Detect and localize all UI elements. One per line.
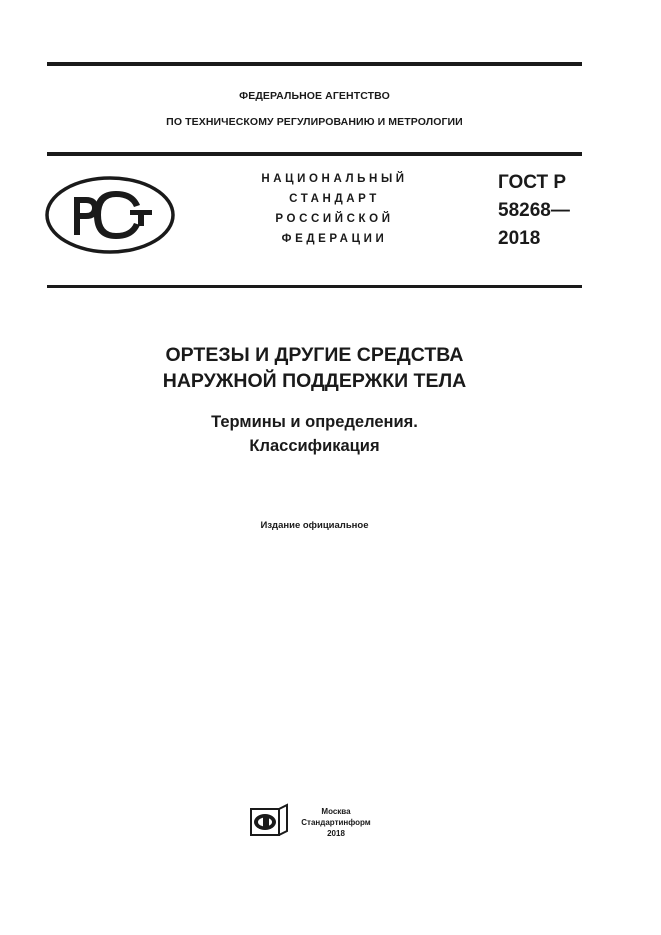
document-subtitle-line-2: Классификация	[249, 437, 380, 455]
agency-line-1: ФЕДЕРАЛЬНОЕ АГЕНТСТВО	[239, 90, 390, 102]
national-line-1: НАЦИОНАЛЬНЫЙ	[261, 173, 408, 185]
national-line-3: РОССИЙСКОЙ	[275, 213, 394, 225]
agency-line-2: ПО ТЕХНИЧЕСКОМУ РЕГУЛИРОВАНИЮ И МЕТРОЛОГИИ	[166, 116, 463, 128]
standartinform-logo-icon	[249, 803, 289, 839]
national-line-4: ФЕДЕРАЦИИ	[281, 233, 388, 245]
document-title-line-2: НАРУЖНОЙ ПОДДЕРЖКИ ТЕЛА	[162, 370, 467, 392]
standard-code-line-3: 2018	[498, 228, 541, 249]
document-subtitle-line-1: Термины и определения.	[211, 413, 418, 431]
publisher-name: Стандартинформ	[301, 818, 371, 827]
header-rule	[47, 152, 582, 156]
gost-r-mark-icon	[44, 175, 176, 255]
national-line-2: СТАНДАРТ	[289, 193, 380, 205]
publisher-year: 2018	[327, 829, 345, 838]
standard-code-line-2: 58268—	[498, 200, 570, 221]
document-title-line-1: ОРТЕЗЫ И ДРУГИЕ СРЕДСТВА	[165, 344, 464, 366]
top-rule	[47, 62, 582, 66]
edition-label: Издание официальное	[260, 520, 369, 531]
publisher-city: Москва	[321, 807, 351, 816]
standard-code-line-1: ГОСТ Р	[498, 172, 567, 193]
standard-block-rule	[47, 285, 582, 288]
